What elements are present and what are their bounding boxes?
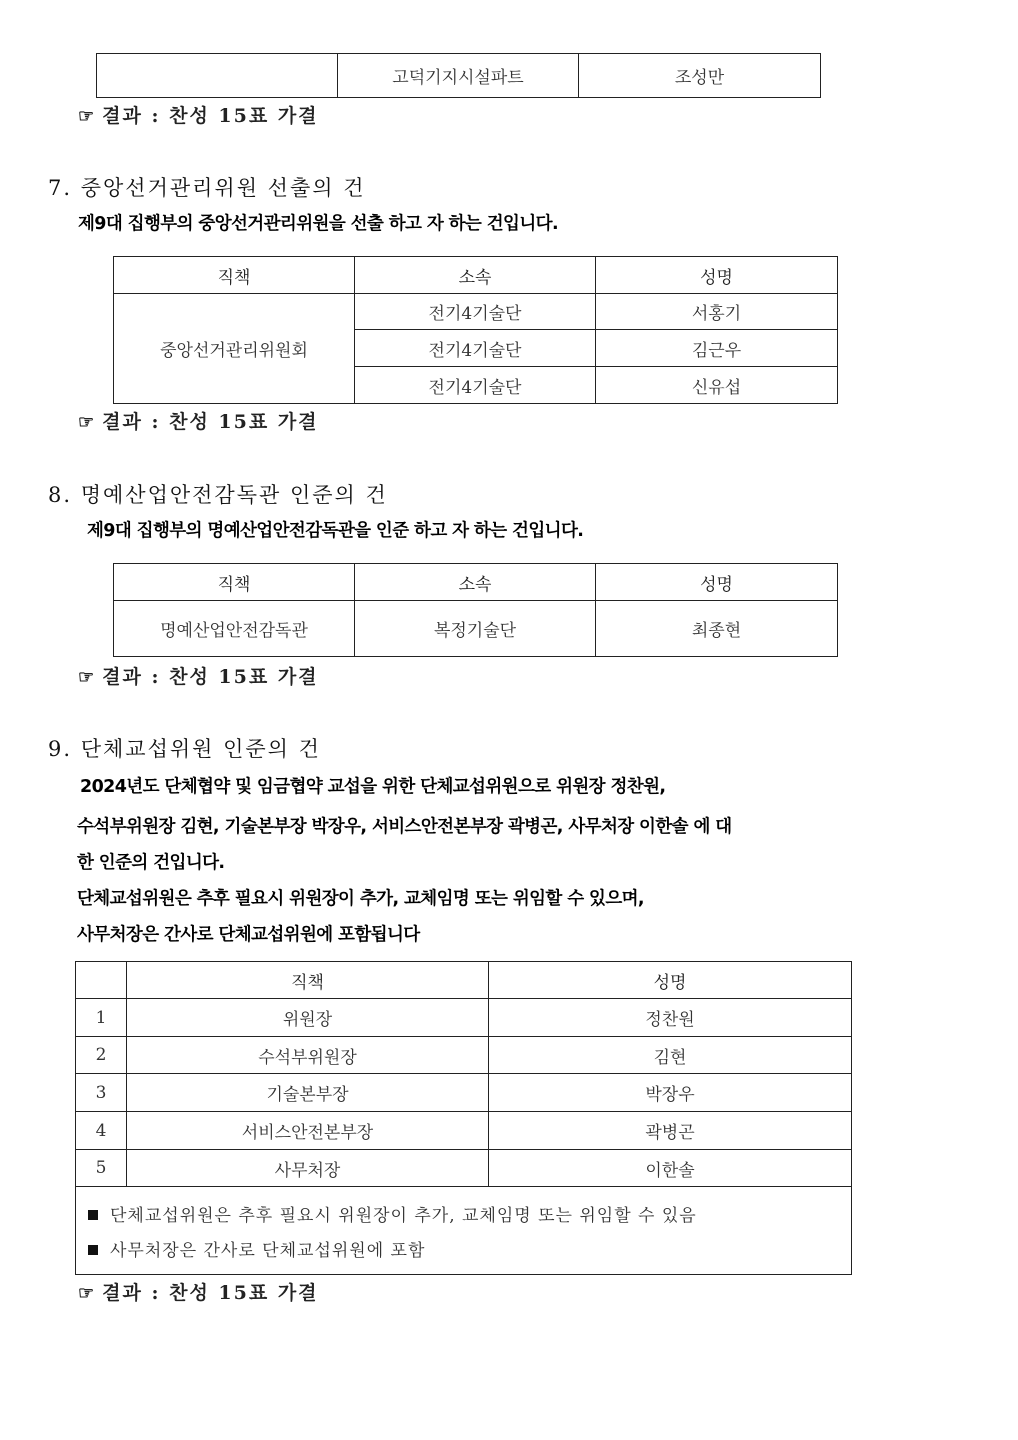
name-cell: 김근우 <box>596 330 838 367</box>
position-cell: 서비스안전본부장 <box>127 1112 489 1150</box>
section-7-description: 제9대 집행부의 중앙선거관리위원을 선출 하고 자 하는 건입니다. <box>78 214 559 234</box>
table-cell: 고덕기지시설파트 <box>338 54 579 98</box>
section-9-title: 9. 단체교섭위원 인준의 건 <box>48 737 321 761</box>
table-row <box>114 601 838 657</box>
section-9-description-line: 수석부위원장 김현, 기술본부장 박장우, 서비스안전본부장 곽병곤, 사무처장 이한솔 에 대 <box>77 817 732 837</box>
square-bullet-icon <box>88 1210 98 1220</box>
vote-result <box>78 662 319 689</box>
vote-result <box>78 101 319 128</box>
header-position: 직책 <box>114 257 355 294</box>
bargaining-committee-table <box>75 961 852 1275</box>
section-7-title: 7. 중앙선거관리위원 선출의 건 <box>48 176 366 200</box>
table-cell <box>97 54 338 98</box>
header-position: 직책 <box>114 564 355 601</box>
vote-result-text: 결과 : 찬성 15표 가결 <box>102 1282 319 1304</box>
vote-result <box>78 1278 319 1305</box>
vote-result <box>78 407 319 434</box>
table-row <box>114 294 838 330</box>
table-row <box>76 1150 852 1187</box>
section-9-description-line: 2024년도 단체협약 및 임금협약 교섭을 위한 단체교섭위원으로 위원장 정찬원, <box>80 777 666 797</box>
position-cell: 명예산업안전감독관 <box>114 601 355 657</box>
notes-row <box>76 1187 852 1275</box>
position-cell: 위원장 <box>127 999 489 1037</box>
name-cell: 서홍기 <box>596 294 838 330</box>
name-cell: 김현 <box>489 1037 852 1074</box>
pointing-hand-icon: ☞ <box>78 412 97 433</box>
safety-inspector-table <box>113 563 838 657</box>
vote-result-text: 결과 : 찬성 15표 가결 <box>102 105 319 127</box>
table-header-row <box>76 962 852 999</box>
pointing-hand-icon: ☞ <box>78 106 97 127</box>
name-cell: 곽병곤 <box>489 1112 852 1150</box>
vote-result-text: 결과 : 찬성 15표 가결 <box>102 411 319 433</box>
table-row <box>76 1074 852 1112</box>
affiliation-cell: 전기4기술단 <box>355 294 596 330</box>
header-number <box>76 962 127 999</box>
name-cell: 이한솔 <box>489 1150 852 1187</box>
name-cell: 정찬원 <box>489 999 852 1037</box>
table-row <box>76 1037 852 1074</box>
header-affiliation: 소속 <box>355 257 596 294</box>
note-item: 단체교섭위원은 추후 필요시 위원장이 추가, 교체임명 또는 위임할 수 있음 <box>88 1201 851 1226</box>
table-row <box>76 1112 852 1150</box>
name-cell: 최종현 <box>596 601 838 657</box>
number-cell: 5 <box>76 1150 127 1187</box>
affiliation-cell: 전기4기술단 <box>355 367 596 404</box>
position-cell: 기술본부장 <box>127 1074 489 1112</box>
table-row <box>97 54 821 98</box>
section-9-description-line: 단체교섭위원은 추후 필요시 위원장이 추가, 교체임명 또는 위임할 수 있으며, <box>77 889 644 909</box>
name-cell: 신유섭 <box>596 367 838 404</box>
number-cell: 1 <box>76 999 127 1037</box>
note-item: 사무처장은 간사로 단체교섭위원에 포함 <box>88 1236 851 1261</box>
election-committee-table <box>113 256 838 404</box>
position-cell: 중앙선거관리위원회 <box>114 294 355 404</box>
top-table <box>96 53 821 98</box>
position-cell: 수석부위원장 <box>127 1037 489 1074</box>
header-name: 성명 <box>596 564 838 601</box>
number-cell: 3 <box>76 1074 127 1112</box>
affiliation-cell: 전기4기술단 <box>355 330 596 367</box>
section-9-description-line: 사무처장은 간사로 단체교섭위원에 포함됩니다 <box>77 925 420 945</box>
table-header-row <box>114 564 838 601</box>
name-cell: 박장우 <box>489 1074 852 1112</box>
table-cell: 조성만 <box>579 54 821 98</box>
header-position: 직책 <box>127 962 489 999</box>
header-name: 성명 <box>596 257 838 294</box>
number-cell: 2 <box>76 1037 127 1074</box>
affiliation-cell: 복정기술단 <box>355 601 596 657</box>
notes-cell <box>76 1187 852 1275</box>
pointing-hand-icon: ☞ <box>78 667 97 688</box>
number-cell: 4 <box>76 1112 127 1150</box>
position-cell: 사무처장 <box>127 1150 489 1187</box>
pointing-hand-icon: ☞ <box>78 1283 97 1304</box>
table-header-row <box>114 257 838 294</box>
section-8-description: 제9대 집행부의 명예산업안전감독관을 인준 하고 자 하는 건입니다. <box>87 521 584 541</box>
square-bullet-icon <box>88 1245 98 1255</box>
section-8-title: 8. 명예산업안전감독관 인준의 건 <box>48 483 388 507</box>
table-row <box>76 999 852 1037</box>
header-name: 성명 <box>489 962 852 999</box>
section-9-description-line: 한 인준의 건입니다. <box>77 853 225 873</box>
header-affiliation: 소속 <box>355 564 596 601</box>
vote-result-text: 결과 : 찬성 15표 가결 <box>102 666 319 688</box>
